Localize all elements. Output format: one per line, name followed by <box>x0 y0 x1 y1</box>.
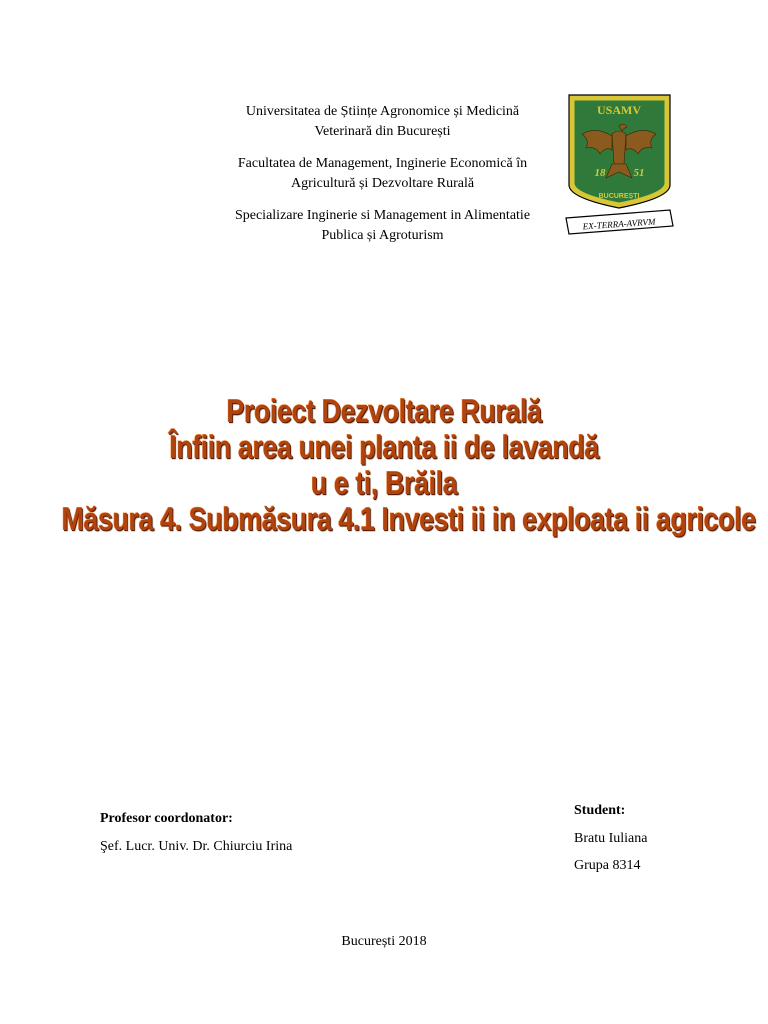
coordinator-name: Şef. Lucr. Univ. Dr. Chiurciu Irina <box>100 839 293 854</box>
student-name: Bratu Iuliana <box>574 831 648 846</box>
title-line-3: u e ti, Brăila <box>310 465 458 501</box>
university-line-1: Universitatea de Științe Agronomice și Medicină <box>245 104 520 119</box>
student-group: Grupa 8314 <box>574 858 641 873</box>
student-block <box>574 803 647 874</box>
specialization-line-2: Publica și Agroturism <box>321 228 444 243</box>
specialization-name <box>210 206 555 246</box>
logo-year-right: 51 <box>633 167 645 179</box>
faculty-line-1: Facultatea de Management, Inginerie Economică în <box>237 156 528 171</box>
project-title <box>61 393 756 537</box>
logo-top-text: USAMV <box>597 103 641 117</box>
faculty-name <box>210 154 555 194</box>
logo-motto: EX-TERRA-AVRVM <box>582 216 656 232</box>
title-line-1: Proiect Dezvoltare Rurală <box>226 393 542 429</box>
logo-city-text: BUCUREȘTI <box>598 193 640 200</box>
coordinator-label: Profesor coordonator: <box>100 811 233 826</box>
faculty-line-2: Agricultură și Dezvoltare Rurală <box>290 176 475 191</box>
coordinator-block <box>100 811 292 855</box>
title-line-4: Măsura 4. Submăsura 4.1 Investi ii in exploata ii agricole <box>61 501 756 537</box>
student-label: Student: <box>574 803 626 818</box>
university-line-2: Veterinară din București <box>314 124 451 139</box>
university-name <box>210 102 555 142</box>
title-line-2: Înfiin area unei planta ii de lavandă <box>169 429 599 465</box>
place-year: București 2018 <box>341 934 427 949</box>
specialization-line-1: Specializare Inginerie si Management in Alimentatie <box>234 208 531 223</box>
institution-header <box>210 102 555 258</box>
usamv-logo <box>562 90 677 240</box>
logo-year-left: 18 <box>594 167 606 179</box>
